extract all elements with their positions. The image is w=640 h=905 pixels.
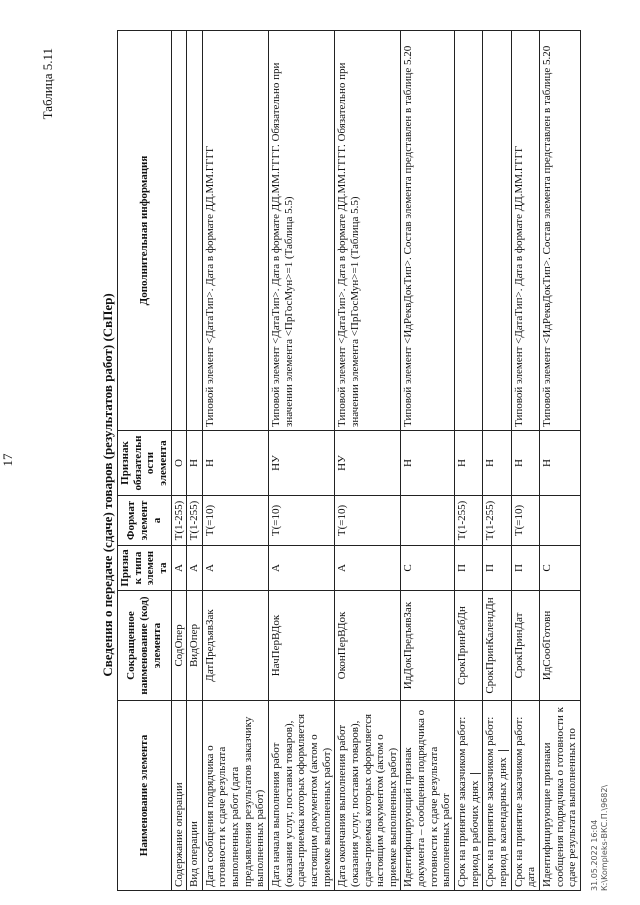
cell-format	[539, 496, 580, 546]
table-row	[335, 31, 401, 891]
cell-info: Типовой элемент <ИдРеквДокТип>. Состав элемента представлен в таблице 5.20	[401, 31, 455, 431]
cell-name	[455, 701, 483, 891]
header-element-name: Наименование элемента	[118, 701, 172, 891]
footer-path: К:\Kompleks-ВКС.П.\9682\	[599, 784, 609, 891]
cell-name: Идентифицирующий признак документа – сообщения подрядчика о готовности к сдаче результата выполненных работ	[401, 701, 455, 891]
cell-info: Типовой элемент <ДатаТип>. Дата в формате ДД.ММ.ГГГГ	[511, 31, 539, 431]
cell-code: ИдСообГотовн	[539, 591, 580, 701]
cell-name-text: Срок на принятие заказчиком работ: период в рабочих днях	[456, 716, 481, 887]
cell-name	[483, 701, 511, 891]
cell-name: Дата окончания выполнения работ (оказания услуг, поставки товаров), сдача-приемка которых оформляется настоящим документом (актом о приемке выполненных работ)	[335, 701, 401, 891]
footer-timestamp: 31.05.2022 16:04	[590, 819, 599, 891]
cell-type: П	[483, 546, 511, 591]
cell-info: Типовой элемент <ДатаТип>. Дата в формате ДД.ММ.ГГГГ	[202, 31, 268, 431]
cell-required: НУ	[269, 431, 335, 496]
cell-name: Идентифицирующие признаки сообщения подрядчика о готовности к сдаче результата выполненных по	[539, 701, 580, 891]
elements-table	[117, 30, 581, 891]
cell-type: А	[335, 546, 401, 591]
cell-name-text: Срок на принятие заказчиком работ: период в календарных днях	[484, 716, 509, 887]
cell-format: Т(1-255)	[455, 496, 483, 546]
cell-info: Типовой элемент <ДатаТип>. Дата в формате ДД.ММ.ГГГГ. Обязательно при значении элемента <ПрГосМун>=1 (Таблица 5.5)	[335, 31, 401, 431]
cell-type: С	[401, 546, 455, 591]
cell-code: ОконПерВДок	[335, 591, 401, 701]
cell-name: Дата сообщения подрядчика о готовности к сдаче результата выполненных работ (дата предъявления результатов заказчику выполненных работ)	[202, 701, 268, 891]
table-row	[539, 31, 580, 891]
cell-info	[483, 31, 511, 431]
cell-format: Т(1-255)	[187, 496, 203, 546]
table-row	[401, 31, 455, 891]
cell-code: ИдДокПредъявЗак	[401, 591, 455, 701]
cell-required: Н	[511, 431, 539, 496]
cell-required: Н	[401, 431, 455, 496]
cell-code: ДатПредъявЗак	[202, 591, 268, 701]
table-row	[483, 31, 511, 891]
cell-required: НУ	[335, 431, 401, 496]
cell-type: П	[511, 546, 539, 591]
cell-code: СодОпер	[171, 591, 187, 701]
print-footer	[590, 785, 609, 891]
page-number: 17	[0, 453, 15, 467]
text-cursor-mark	[498, 749, 509, 751]
header-type-sign: Признак типа элемента	[118, 546, 172, 591]
table-title: Сведения о передаче (сдаче) товаров (результатов работ) (СвПер)	[100, 293, 115, 677]
cell-name: Срок на принятие заказчиком работ: дата	[511, 701, 539, 891]
table-number: Таблица 5.11	[40, 48, 55, 120]
cell-info: Типовой элемент <ИдРеквДокТип>. Состав элемента представлен в таблице 5.20	[539, 31, 580, 431]
header-short-code: Сокращенное наименование (код) элемента	[118, 591, 172, 701]
cell-code: ВидОпер	[187, 591, 203, 701]
cell-info	[455, 31, 483, 431]
cell-type: А	[187, 546, 203, 591]
cell-required: Н	[187, 431, 203, 496]
cell-type: А	[171, 546, 187, 591]
text-cursor-mark	[470, 772, 481, 774]
header-required: Признак обязательности элемента	[118, 431, 172, 496]
cell-name: Дата начала выполнения работ (оказания услуг, поставки товаров), сдача-приемка которых оформляется настоящим документом (актом о приемке выполненных работ)	[269, 701, 335, 891]
cell-required: Н	[455, 431, 483, 496]
table-row	[202, 31, 268, 891]
table-row	[455, 31, 483, 891]
cell-name: Содержание операции	[171, 701, 187, 891]
cell-format: Т(=10)	[269, 496, 335, 546]
cell-format: Т(1-255)	[483, 496, 511, 546]
cell-format: Т(=10)	[511, 496, 539, 546]
cell-info	[171, 31, 187, 431]
table-row	[511, 31, 539, 891]
header-format: Формат элемента	[118, 496, 172, 546]
cell-type: А	[269, 546, 335, 591]
cell-code: СрокПринРабДн	[455, 591, 483, 701]
cell-required: О	[171, 431, 187, 496]
cell-name: Вид операции	[187, 701, 203, 891]
table-row	[269, 31, 335, 891]
cell-required: Н	[483, 431, 511, 496]
cell-required: Н	[202, 431, 268, 496]
cell-format: Т(=10)	[335, 496, 401, 546]
header-additional-info: Дополнительная информация	[118, 31, 172, 431]
cell-required: Н	[539, 431, 580, 496]
table-row	[187, 31, 203, 891]
cell-code: СрокПринДат	[511, 591, 539, 701]
cell-type: П	[455, 546, 483, 591]
cell-type: А	[202, 546, 268, 591]
table-row	[171, 31, 187, 891]
cell-info: Типовой элемент <ДатаТип>. Дата в формате ДД.ММ.ГГГГ. Обязательно при значении элемента <ПрГосМун>=1 (Таблица 5.5)	[269, 31, 335, 431]
cell-type: С	[539, 546, 580, 591]
cell-format: Т(1-255)	[171, 496, 187, 546]
cell-info	[187, 31, 203, 431]
cell-code: НачПерВДок	[269, 591, 335, 701]
table-header-row	[118, 31, 172, 891]
cell-format	[401, 496, 455, 546]
cell-code: СрокПринКалендДн	[483, 591, 511, 701]
cell-format: Т(=10)	[202, 496, 268, 546]
